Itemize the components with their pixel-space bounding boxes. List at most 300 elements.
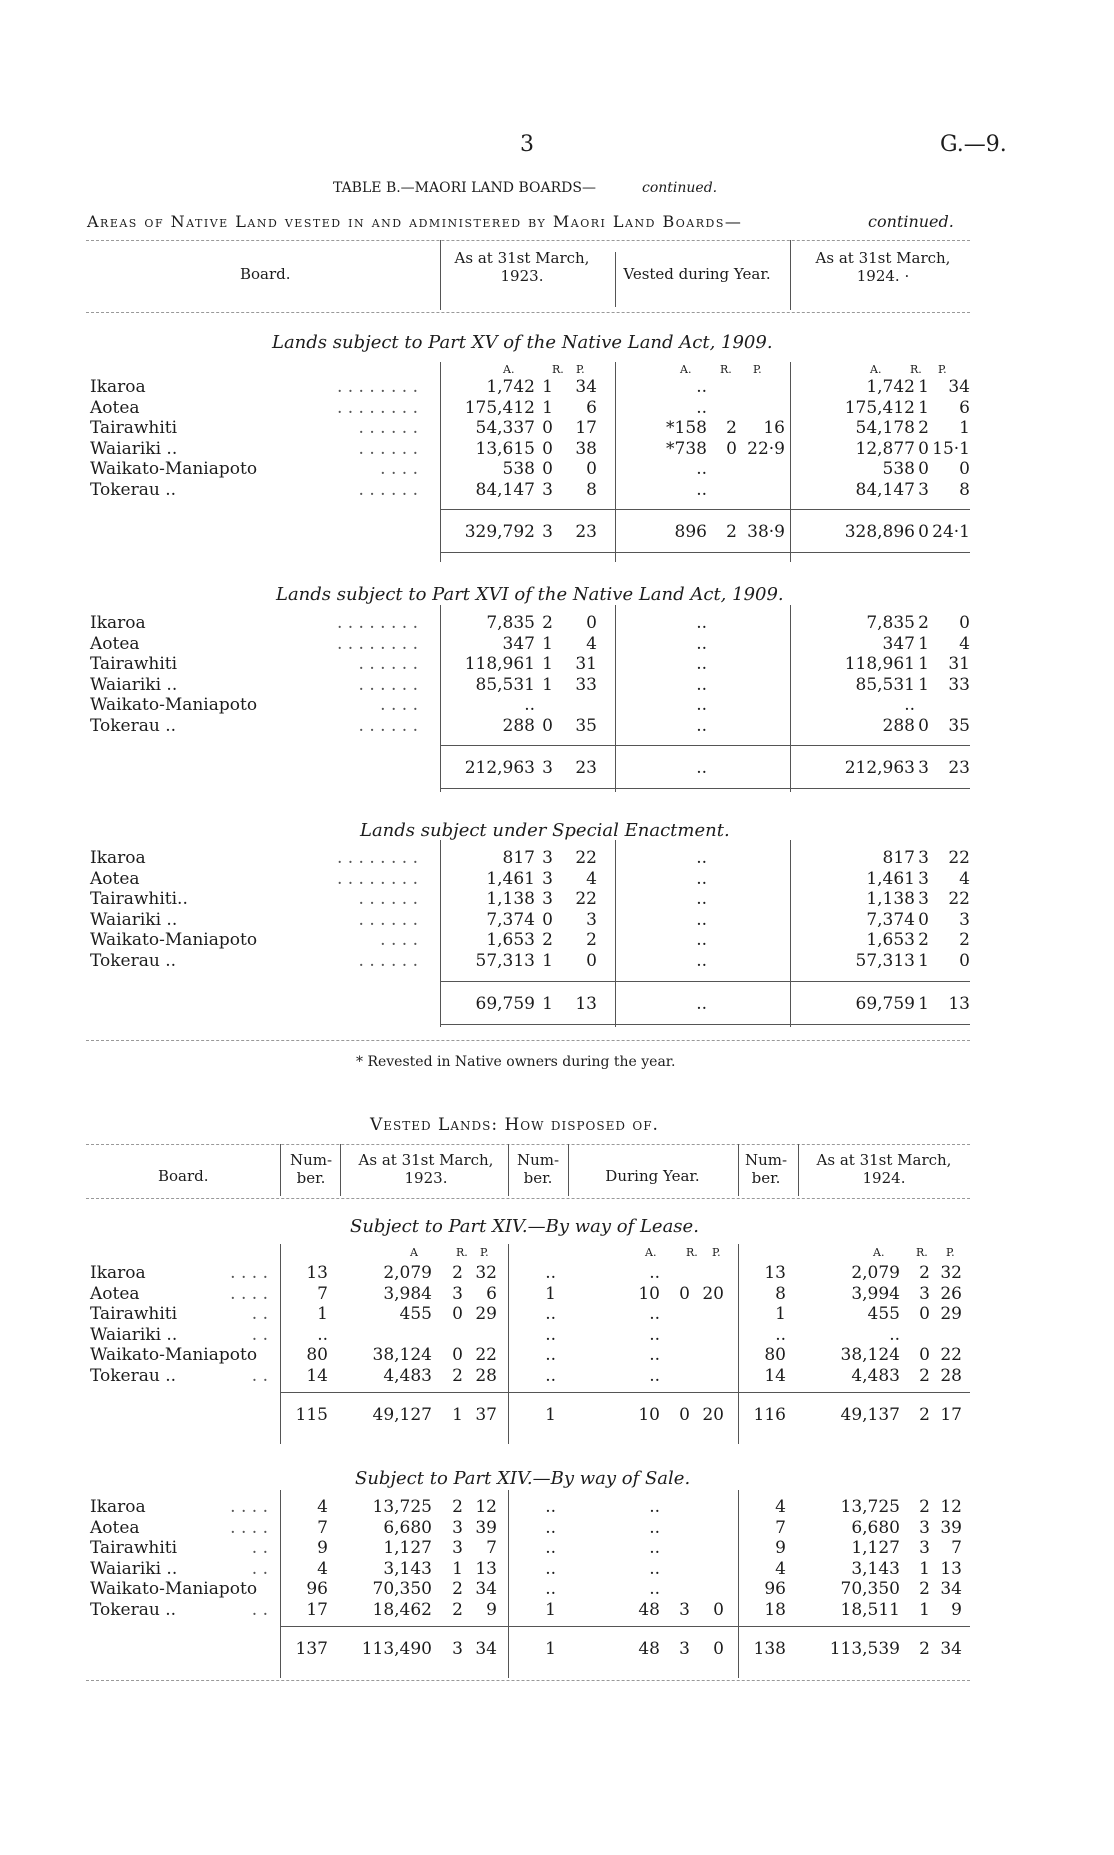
acres-1923: 13,615 (475, 438, 535, 459)
acres-during-year: 10 (638, 1283, 660, 1304)
unit-perches: P. (576, 363, 585, 376)
roods-1923: 0 (542, 438, 553, 459)
acres-1923: 538 (502, 459, 535, 479)
total-perches-1924: 24·1 (932, 522, 970, 542)
acres-vested: *738 (666, 438, 707, 459)
column-rule (508, 1244, 509, 1444)
roods-1924: 2 (918, 930, 929, 950)
perches-1924: 4 (959, 633, 970, 654)
leader-dots: . . . . (380, 695, 418, 715)
roods-1924: 1 (919, 1558, 930, 1579)
perches-1924: 13 (940, 1558, 962, 1579)
total-perches-1924: 34 (940, 1639, 962, 1659)
acres-1923: 13,725 (372, 1497, 432, 1517)
acres-1923: 7,374 (486, 909, 535, 930)
perches-1923: 31 (575, 654, 597, 674)
perches-1924: 0 (959, 613, 970, 633)
total-acres-during-year: 10 (638, 1405, 660, 1425)
total-roods-1924: 2 (919, 1639, 930, 1659)
total-acres-1923: 69,759 (475, 994, 535, 1014)
unit-roods: R. (910, 363, 922, 376)
section-title: Lands subject to Part XVI of the Native Land Act, 1909. (276, 584, 784, 605)
unit-perches: P. (938, 363, 947, 376)
subtotal-rule (440, 509, 970, 510)
acres-during-year: .. (649, 1345, 660, 1365)
header-1924: As at 31st March, (816, 1151, 952, 1169)
count-during-year: .. (545, 1538, 556, 1558)
perches-1923: 3 (586, 909, 597, 930)
count-1924: 80 (764, 1345, 786, 1365)
roods-1924: 3 (919, 1283, 930, 1304)
roods-1923: 0 (452, 1345, 463, 1365)
acres-vested: .. (696, 613, 707, 633)
table2-title: Vested Lands: How disposed of. (370, 1115, 659, 1135)
column-rule (508, 1144, 509, 1196)
roods-1924: 1 (919, 1599, 930, 1620)
acres-1924: 455 (867, 1304, 900, 1324)
roods-during-year: 3 (679, 1599, 690, 1620)
header-number-2: ber. (296, 1169, 326, 1187)
acres-1923: 3,143 (383, 1558, 432, 1579)
total-acres-1924: 69,759 (855, 994, 915, 1014)
board-name: Ikaroa (90, 613, 146, 633)
column-rule (790, 240, 791, 310)
perches-1923: 22 (575, 889, 597, 909)
total-perches-1924: 17 (940, 1405, 962, 1425)
header-col3-year: 1924. · (856, 267, 910, 285)
acres-1924: 3,994 (851, 1283, 900, 1304)
roods-1924: 2 (918, 613, 929, 633)
acres-1924: 57,313 (855, 950, 915, 971)
total-rule (440, 788, 970, 789)
leader-dots: . . . . . . (358, 909, 418, 930)
total-perches-1923: 23 (575, 758, 597, 778)
unit-acres: A. (503, 363, 515, 376)
unit-acres: A. (680, 363, 692, 376)
header-number-2: ber. (751, 1169, 781, 1187)
count-1923: 7 (317, 1517, 328, 1538)
acres-1924: 1,138 (866, 889, 915, 909)
total-roods-1924: 0 (918, 522, 929, 542)
acres-vested: .. (696, 397, 707, 418)
board-name: Tokerau .. (90, 715, 177, 736)
header-number: Num- (289, 1151, 333, 1169)
count-1924: 8 (775, 1283, 786, 1304)
acres-1924: 1,461 (866, 868, 915, 889)
acres-1923: 84,147 (475, 479, 535, 500)
acres-during-year: .. (649, 1579, 660, 1599)
roods-1924: 0 (919, 1345, 930, 1365)
table1-header-rule (86, 312, 970, 313)
footnote: * Revested in Native owners during the year. (356, 1054, 676, 1070)
acres-1924: 70,350 (840, 1579, 900, 1599)
board-name: Aotea (90, 868, 140, 889)
section-title: Subject to Part XIV.—By way of Sale. (355, 1468, 691, 1489)
count-during-year: .. (545, 1365, 556, 1386)
count-1924: 9 (775, 1538, 786, 1558)
column-rule (790, 362, 791, 562)
unit-perches: P. (946, 1246, 955, 1259)
perches-1923: 32 (475, 1263, 497, 1283)
roods-1924: 0 (919, 1304, 930, 1324)
perches-1924: 9 (951, 1599, 962, 1620)
acres-1923: 1,742 (486, 377, 535, 397)
board-name: Waikato-Maniapoto (90, 695, 258, 715)
total-acres-vested: .. (696, 994, 707, 1014)
total-roods-during-year: 0 (679, 1405, 690, 1425)
board-name: Ikaroa (90, 1497, 146, 1517)
leader-dots: . . . . . . (358, 715, 418, 736)
roods-1924: 1 (918, 674, 929, 695)
count-1923: 1 (317, 1304, 328, 1324)
acres-1923: 85,531 (475, 674, 535, 695)
perches-1923: 9 (486, 1599, 497, 1620)
column-rule (615, 840, 616, 1027)
acres-1923: 54,337 (475, 418, 535, 438)
perches-1923: 13 (475, 1558, 497, 1579)
acres-1924: 2,079 (851, 1263, 900, 1283)
roods-1923: 3 (542, 868, 553, 889)
total-acres-vested: .. (696, 758, 707, 778)
section-title: Lands subject to Part XV of the Native Land Act, 1909. (272, 332, 773, 353)
roods-1923: 0 (542, 909, 553, 930)
acres-vested: .. (696, 950, 707, 971)
acres-1924: 1,742 (866, 377, 915, 397)
leader-dots: . . . . . . . . (336, 613, 418, 633)
roods-1924: 3 (918, 868, 929, 889)
total-perches-1923: 13 (575, 994, 597, 1014)
roods-vested: 2 (726, 418, 737, 438)
total-perches-1924: 23 (948, 758, 970, 778)
column-rule (615, 605, 616, 792)
perches-1923: 8 (586, 479, 597, 500)
total-acres-1924: 113,539 (829, 1639, 900, 1659)
column-rule (790, 840, 791, 1027)
column-rule (280, 1244, 281, 1444)
leader-dots: . . . . . . (358, 418, 418, 438)
count-1924: 4 (775, 1558, 786, 1579)
acres-1924: 4,483 (851, 1365, 900, 1386)
total-acres-1923: 113,490 (361, 1639, 432, 1659)
roods-1924: 0 (918, 909, 929, 930)
total-perches-1923: 37 (475, 1405, 497, 1425)
roods-1923: 1 (542, 950, 553, 971)
acres-1923: 455 (399, 1304, 432, 1324)
roods-during-year: 0 (679, 1283, 690, 1304)
acres-1924: 12,877 (855, 438, 915, 459)
acres-1923: 118,961 (464, 654, 535, 674)
total-acres-during-year: 48 (638, 1639, 660, 1659)
perches-1923: 6 (486, 1283, 497, 1304)
perches-1923: 34 (575, 377, 597, 397)
header-1923: As at 31st March, (358, 1151, 494, 1169)
column-rule (738, 1244, 739, 1444)
perches-1924: 0 (959, 950, 970, 971)
count-during-year: .. (545, 1263, 556, 1283)
total-perches-1923: 23 (575, 522, 597, 542)
unit-roods: R. (916, 1246, 928, 1259)
roods-1924: 3 (919, 1538, 930, 1558)
unit-roods: R. (456, 1246, 468, 1259)
count-1923: 14 (306, 1365, 328, 1386)
acres-during-year: .. (649, 1365, 660, 1386)
total-count-1923: 137 (295, 1639, 328, 1659)
column-rule (568, 1144, 569, 1196)
roods-1923: 3 (542, 479, 553, 500)
leader-dots: . . . . . . . . (336, 633, 418, 654)
count-1924: 14 (764, 1365, 786, 1386)
header-1924-year: 1924. (862, 1169, 906, 1187)
acres-1924: 85,531 (855, 674, 915, 695)
roods-1923: 2 (452, 1263, 463, 1283)
acres-vested: .. (696, 848, 707, 868)
unit-roods: R. (552, 363, 564, 376)
roods-1923: 1 (542, 377, 553, 397)
leader-dots: . . . . . . (358, 438, 418, 459)
unit-acres: A (410, 1246, 418, 1259)
header-col1: As at 31st March, (454, 249, 590, 267)
acres-1923: 18,462 (372, 1599, 432, 1620)
perches-1924: 35 (948, 715, 970, 736)
board-name: Tairawhiti (90, 1304, 178, 1324)
count-1924: 1 (775, 1304, 786, 1324)
table2-header-rule (86, 1198, 970, 1199)
acres-1923: 4,483 (383, 1365, 432, 1386)
leader-dots: . . . . (380, 930, 418, 950)
subtotal-rule (440, 981, 970, 982)
roods-1923: 3 (542, 889, 553, 909)
board-name: Ikaroa (90, 848, 146, 868)
roods-1924: 2 (919, 1497, 930, 1517)
acres-1923: 1,461 (486, 868, 535, 889)
board-name: Tokerau .. (90, 479, 177, 500)
total-roods-vested: 2 (726, 522, 737, 542)
acres-during-year: .. (649, 1538, 660, 1558)
column-rule (280, 1144, 281, 1196)
roods-1924: 1 (918, 654, 929, 674)
header-number: Num- (744, 1151, 788, 1169)
column-rule (615, 252, 616, 307)
perches-1923: 33 (575, 674, 597, 695)
perches-1923: 6 (586, 397, 597, 418)
perches-1924: 6 (959, 397, 970, 418)
header-number-2: ber. (523, 1169, 553, 1187)
leader-dots: . . (251, 1365, 268, 1386)
total-perches-1923: 34 (475, 1639, 497, 1659)
acres-1923: 817 (502, 848, 535, 868)
acres-1924: 817 (882, 848, 915, 868)
count-1923: 7 (317, 1283, 328, 1304)
total-perches-during-year: 0 (713, 1639, 724, 1659)
perches-1924: 31 (948, 654, 970, 674)
acres-1924: 7,374 (866, 909, 915, 930)
column-rule (790, 605, 791, 792)
leader-dots: . . . . . . (358, 479, 418, 500)
column-rule (798, 1144, 799, 1196)
perches-1923: 17 (575, 418, 597, 438)
leader-dots: . . . . . . (358, 654, 418, 674)
header-col1-year: 1923. (500, 267, 544, 285)
acres-1924: 7,835 (866, 613, 915, 633)
acres-vested: .. (696, 633, 707, 654)
acres-1924: 18,511 (840, 1599, 900, 1620)
acres-1924: 118,961 (844, 654, 915, 674)
acres-1924: 13,725 (840, 1497, 900, 1517)
acres-during-year: 48 (638, 1599, 660, 1620)
subtotal-rule (440, 745, 970, 746)
acres-1923: 38,124 (372, 1345, 432, 1365)
perches-1924: 1 (959, 418, 970, 438)
roods-1924: 1 (918, 377, 929, 397)
roods-1924: 3 (918, 479, 929, 500)
acres-1924: 6,680 (851, 1517, 900, 1538)
count-1924: 4 (775, 1497, 786, 1517)
perches-1924: 0 (959, 459, 970, 479)
roods-1923: 3 (452, 1538, 463, 1558)
column-rule (440, 240, 441, 310)
section-title: Subject to Part XIV.—By way of Lease. (350, 1216, 699, 1237)
perches-1924: 22 (948, 848, 970, 868)
leader-dots: . . (251, 1558, 268, 1579)
perches-1923: 0 (586, 950, 597, 971)
count-1923: 96 (306, 1579, 328, 1599)
acres-vested: .. (696, 715, 707, 736)
roods-1923: 3 (542, 848, 553, 868)
board-name: Aotea (90, 1517, 140, 1538)
count-1924: 18 (764, 1599, 786, 1620)
perches-1923: 29 (475, 1304, 497, 1324)
perches-1923: 0 (586, 459, 597, 479)
total-roods-1924: 2 (919, 1405, 930, 1425)
acres-during-year: .. (649, 1324, 660, 1345)
acres-1923: 7,835 (486, 613, 535, 633)
acres-1924: .. (904, 695, 915, 715)
board-name: Aotea (90, 1283, 140, 1304)
perches-1924: 26 (940, 1283, 962, 1304)
roods-1924: 3 (919, 1517, 930, 1538)
roods-1923: 1 (452, 1558, 463, 1579)
count-1923: 4 (317, 1558, 328, 1579)
perches-1923: 0 (586, 613, 597, 633)
acres-1924: 538 (882, 459, 915, 479)
unit-acres: A. (645, 1246, 657, 1259)
acres-during-year: .. (649, 1304, 660, 1324)
leader-dots: . . (251, 1538, 268, 1558)
column-rule (738, 1144, 739, 1196)
board-name: Ikaroa (90, 1263, 146, 1283)
acres-vested: .. (696, 674, 707, 695)
header-1923-year: 1923. (404, 1169, 448, 1187)
leader-dots: . . (251, 1304, 268, 1324)
roods-vested: 0 (726, 438, 737, 459)
acres-1924: 175,412 (844, 397, 915, 418)
perches-1923: 22 (575, 848, 597, 868)
header-col2: Vested during Year. (623, 265, 771, 283)
document-code: G.—9. (940, 132, 1007, 157)
header-board: Board. (158, 1167, 209, 1185)
perches-1923: 38 (575, 438, 597, 459)
perches-during-year: 20 (702, 1283, 724, 1304)
unit-perches: P. (712, 1246, 721, 1259)
perches-1923: 2 (586, 930, 597, 950)
roods-1924: 2 (919, 1579, 930, 1599)
table2-top-rule (86, 1144, 970, 1145)
perches-1923: 39 (475, 1517, 497, 1538)
total-roods-during-year: 3 (679, 1639, 690, 1659)
total-count-during-year: 1 (545, 1405, 556, 1425)
section-title: Lands subject under Special Enactment. (360, 820, 730, 841)
total-acres-1924: 328,896 (844, 522, 915, 542)
count-during-year: .. (545, 1517, 556, 1538)
acres-1923: 57,313 (475, 950, 535, 971)
total-roods-1923: 1 (542, 994, 553, 1014)
acres-1923: 347 (502, 633, 535, 654)
table1-top-rule (86, 240, 970, 241)
board-name: Waiariki .. (90, 438, 178, 459)
roods-1923: 3 (452, 1283, 463, 1304)
board-name: Tairawhiti (90, 1538, 178, 1558)
total-perches-during-year: 20 (702, 1405, 724, 1425)
total-acres-1924: 49,137 (840, 1405, 900, 1425)
roods-1923: 2 (452, 1365, 463, 1386)
count-during-year: 1 (545, 1599, 556, 1620)
roods-1924: 2 (919, 1365, 930, 1386)
acres-1924: 3,143 (851, 1558, 900, 1579)
acres-during-year: .. (649, 1558, 660, 1579)
column-rule (508, 1490, 509, 1678)
column-rule (615, 362, 616, 562)
leader-dots: . . . . . . . . (336, 397, 418, 418)
roods-1923: 1 (542, 633, 553, 654)
leader-dots: . . . . . . . . (336, 377, 418, 397)
perches-1923: 12 (475, 1497, 497, 1517)
board-name: Tairawhiti (90, 654, 178, 674)
board-name: Tairawhiti.. (90, 889, 188, 909)
roods-1923: 2 (452, 1579, 463, 1599)
acres-1924: 347 (882, 633, 915, 654)
acres-vested: .. (696, 868, 707, 889)
leader-dots: . . . . (380, 459, 418, 479)
board-name: Waiariki .. (90, 1324, 178, 1345)
count-during-year: .. (545, 1345, 556, 1365)
acres-vested: .. (696, 459, 707, 479)
total-rule (440, 552, 970, 553)
acres-1924: 54,178 (855, 418, 915, 438)
total-roods-1923: 3 (542, 522, 553, 542)
subtotal-rule (280, 1626, 970, 1627)
leader-dots: . . . . . . (358, 950, 418, 971)
acres-vested: *158 (666, 418, 707, 438)
acres-vested: .. (696, 377, 707, 397)
perches-1924: 22 (940, 1345, 962, 1365)
acres-1923: 1,127 (383, 1538, 432, 1558)
perches-1924: 22 (948, 889, 970, 909)
total-perches-1924: 13 (948, 994, 970, 1014)
leader-dots: . . (251, 1599, 268, 1620)
column-rule (280, 1490, 281, 1678)
roods-1924: 0 (918, 459, 929, 479)
count-1923: 17 (306, 1599, 328, 1620)
roods-1923: 0 (542, 715, 553, 736)
perches-1924: 29 (940, 1304, 962, 1324)
perches-1923: 4 (586, 633, 597, 654)
board-name: Waiariki .. (90, 1558, 178, 1579)
count-during-year: .. (545, 1324, 556, 1345)
perches-vested: 22·9 (747, 438, 785, 459)
board-name: Waikato-Maniapoto (90, 459, 258, 479)
acres-1923: 3,984 (383, 1283, 432, 1304)
roods-1923: 3 (452, 1517, 463, 1538)
